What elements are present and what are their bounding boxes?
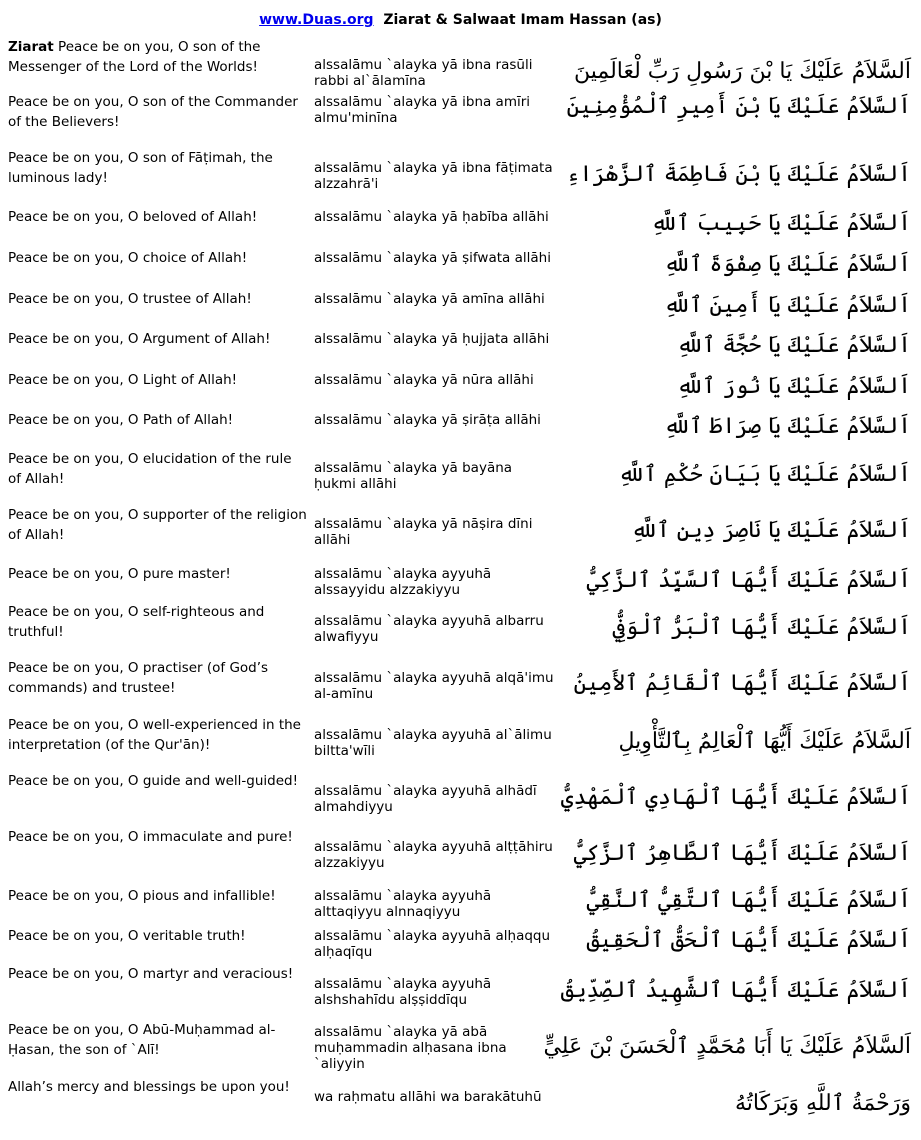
arabic-text: اَلسَّلاَمُ عَلَيْكَ أَيُّهَا ٱلْعَالِمُ بِٱلتَّأْوِيلِ (618, 729, 911, 754)
transliteration: alssalāmu `alayka yā ṣifwata allāhi (314, 250, 551, 266)
arabic-text: اَلسَّلاَمُ عَلَيْكَ أَيُّهَا ٱلْقَائِمُ ٱلأَمِينُ (573, 671, 911, 696)
transliteration: alssalāmu `alayka yā ḥabība allāhi (314, 209, 549, 225)
page-header (0, 12, 921, 28)
english-translation: Peace be on you, O son of the Commander of the Believers! (8, 94, 298, 130)
arabic-text: اَلسَّلاَمُ عَلَيْكَ يَا بْنَ أَمِيرِ ٱلْمُؤْمِنِينَ (566, 94, 911, 119)
english-translation: Peace be on you, O well-experienced in the interpretation (of the Qur'ān)! (8, 717, 301, 753)
arabic-text: اَلسَّلاَمُ عَلَيْكَ أَيُّهَا ٱلشَّهِيدُ ٱلصِّدِّيقُ (560, 978, 911, 1003)
arabic-text: اَلسَّلاَمُ عَلَيْكَ أَيُّهَا ٱلْبَرُّ ٱلْوَفِيُّ (612, 615, 911, 640)
arabic-text: اَلسَّلاَمُ عَلَيْكَ يَا نَاصِرَ دِينِ ٱللَّهِ (631, 518, 911, 543)
transliteration: wa raḥmatu allāhi wa barakātuhū (314, 1089, 542, 1105)
transliteration: alssalāmu `alayka yā ibna amīri almu'minīna (314, 94, 531, 126)
english-translation: Peace be on you, O immaculate and pure! (8, 829, 293, 845)
transliteration: alssalāmu `alayka ayyuhā alshshahīdu alṣṣiddīqu (314, 976, 492, 1008)
transliteration: alssalāmu `alayka ayyuhā alqā'imu al-amīnu (314, 670, 554, 702)
arabic-text: اَلسَّلاَمُ عَلَيْكَ يَا بْنَ فَاطِمَةَ ٱلزَّهْرَاءِ (566, 162, 911, 187)
transliteration: alssalāmu `alayka yā ṣirāṭa allāhi (314, 412, 541, 428)
english-translation: Peace be on you, O Abū-Muḥammad al-Ḥasan, the son of `Alī! (8, 1022, 276, 1058)
english-translation: Peace be on you, O Argument of Allah! (8, 331, 271, 347)
english-translation: Ziarat Peace be on you, O son of the Messenger of the Lord of the Worlds! (8, 39, 261, 75)
english-translation: Peace be on you, O supporter of the religion of Allah! (8, 507, 307, 543)
english-translation: Peace be on you, O veritable truth! (8, 928, 246, 944)
transliteration: alssalāmu `alayka yā ḥujjata allāhi (314, 331, 550, 347)
arabic-text: اَلسَّلاَمُ عَلَيْكَ يَا صِفْوَةَ ٱللَّهِ (663, 252, 911, 277)
arabic-text: اَلسَّلاَمُ عَلَيْكَ يَا صِرَاطَ ٱللَّهِ (663, 414, 911, 439)
page-title: Ziarat & Salwaat Imam Hassan (as) (383, 12, 662, 28)
arabic-text: اَلسَّلاَمُ عَلَيْكَ يَا بْنَ رَسُولِ رَبِّ لْعَالَمِينَ (573, 59, 911, 84)
arabic-text: اَلسَّلاَمُ عَلَيْكَ يَا بَيَانَ حُكْمِ ٱللَّهِ (618, 462, 911, 487)
english-translation: Peace be on you, O self-righteous and truthful! (8, 604, 265, 640)
arabic-text: اَلسَّلاَمُ عَلَيْكَ أَيُّهَا ٱلْحَقُّ ٱلْحَقِيقُ (586, 928, 911, 953)
english-translation: Peace be on you, O martyr and veracious! (8, 966, 294, 982)
arabic-text: اَلسَّلاَمُ عَلَيْكَ يَا أَبَا مُحَمَّدٍ ٱلْحَسَنَ بْنَ عَلِيٍّ (543, 1034, 911, 1059)
transliteration: alssalāmu `alayka yā abā muḥammadin alḥasana ibna `aliyyin (314, 1024, 507, 1072)
transliteration: alssalāmu `alayka yā ibna rasūli rabbi al`ālamīna (314, 57, 533, 89)
transliteration: alssalāmu `alayka yā amīna allāhi (314, 291, 545, 307)
arabic-text: اَلسَّلاَمُ عَلَيْكَ أَيُّهَا ٱلطَّاهِرُ ٱلزَّكِيُّ (573, 841, 911, 866)
transliteration: alssalāmu `alayka yā ibna fāṭimata alzzahrā'i (314, 160, 553, 192)
arabic-text: اَلسَّلاَمُ عَلَيْكَ أَيُّهَا ٱلْهَادِي ٱلْمَهْدِيُّ (560, 785, 911, 810)
transliteration: alssalāmu `alayka ayyuhā alḥaqqu alḥaqīqu (314, 928, 551, 960)
transliteration: alssalāmu `alayka yā nūra allāhi (314, 372, 534, 388)
transliteration: alssalāmu `alayka ayyuhā al`ālimu biltta'wīli (314, 727, 552, 759)
english-translation: Peace be on you, O pious and infallible! (8, 888, 276, 904)
english-translation: Peace be on you, O elucidation of the rule of Allah! (8, 451, 292, 487)
transliteration: alssalāmu `alayka ayyuhā albarru alwafiyyu (314, 613, 544, 645)
transliteration: alssalāmu `alayka ayyuhā alttaqiyyu alnnaqiyyu (314, 888, 492, 920)
arabic-text: اَلسَّلاَمُ عَلَيْكَ يَا حَبِيبَ ٱللَّهِ (650, 211, 911, 236)
english-translation: Peace be on you, O trustee of Allah! (8, 291, 252, 307)
english-translation: Peace be on you, O practiser (of God’s commands) and trustee! (8, 660, 269, 696)
transliteration: alssalāmu `alayka yā bayāna ḥukmi allāhi (314, 460, 513, 492)
transliteration: alssalāmu `alayka ayyuhā alṭṭāhiru alzzakiyyu (314, 839, 553, 871)
arabic-text: اَلسَّلاَمُ عَلَيْكَ يَا أَمِينَ ٱللَّهِ (663, 293, 911, 318)
english-translation: Peace be on you, O choice of Allah! (8, 250, 248, 266)
site-link[interactable]: www.Duas.org (259, 12, 374, 28)
english-translation: Peace be on you, O pure master! (8, 566, 231, 582)
transliteration: alssalāmu `alayka ayyuhā alhādī almahdiyyu (314, 783, 537, 815)
transliteration: alssalāmu `alayka ayyuhā alssayyidu alzzakiyyu (314, 566, 492, 598)
english-translation: Allah’s mercy and blessings be upon you! (8, 1079, 290, 1095)
english-translation: Peace be on you, O beloved of Allah! (8, 209, 258, 225)
english-translation: Peace be on you, O guide and well-guided! (8, 773, 299, 789)
arabic-text: اَلسَّلاَمُ عَلَيْكَ أَيُّهَا ٱلسَّيِّدُ ٱلزَّكِيُّ (586, 568, 911, 593)
arabic-text: اَلسَّلاَمُ عَلَيْكَ يَا نُورَ ٱللَّهِ (676, 374, 911, 399)
english-translation: Peace be on you, O Light of Allah! (8, 372, 238, 388)
transliteration: alssalāmu `alayka yā nāṣira dīni allāhi (314, 516, 533, 548)
arabic-text: وَرَحْمَةُ ٱللَّهِ وَبَرَكَاتُهُ (735, 1091, 911, 1116)
section-label: Ziarat (8, 39, 54, 55)
english-translation: Peace be on you, O Path of Allah! (8, 412, 234, 428)
arabic-text: اَلسَّلاَمُ عَلَيْكَ يَا حُجَّةَ ٱللَّهِ (676, 333, 911, 358)
arabic-text: اَلسَّلاَمُ عَلَيْكَ أَيُّهَا ٱلتَّقِيُّ ٱلنَّقِيُّ (586, 888, 911, 913)
english-translation: Peace be on you, O son of Fāṭimah, the luminous lady! (8, 150, 273, 186)
